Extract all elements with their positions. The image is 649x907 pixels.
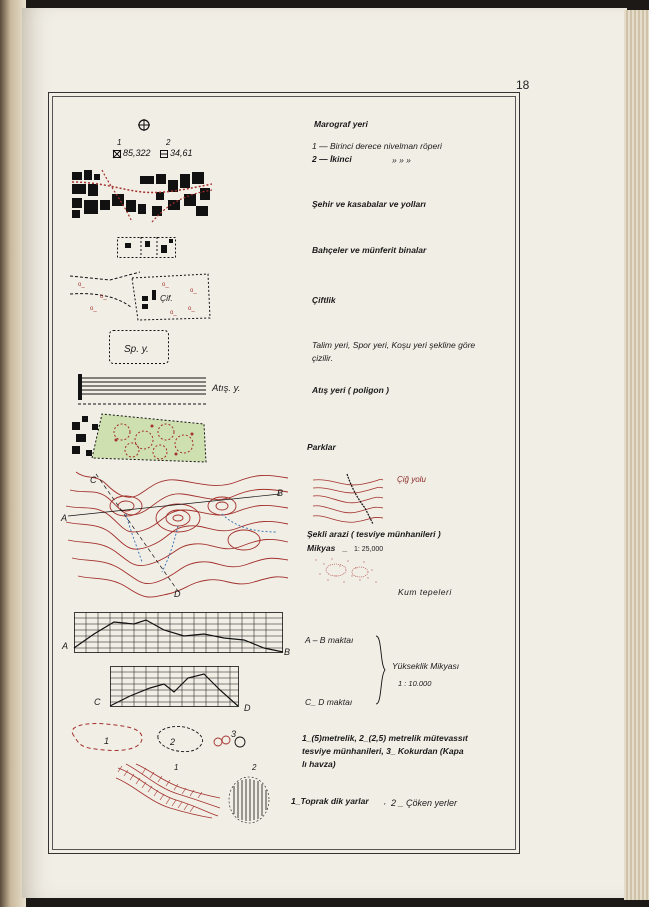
toprak-n2: 2: [252, 763, 257, 772]
nivelman-val-2: 34,61: [170, 148, 193, 158]
cig-yolu-map: [313, 474, 383, 524]
nivelman-val-1: 85,322: [123, 148, 151, 158]
parklar-label: Parklar: [307, 442, 336, 452]
sehir-label: Şehir ve kasabalar ve yolları: [312, 199, 426, 209]
contour-map: [66, 470, 290, 598]
nivelman-line-2a: 2 — İkinci: [312, 154, 352, 164]
contour-label-d: D: [174, 589, 181, 599]
bahce-map-symbol: [117, 235, 177, 259]
marograf-symbol: [137, 118, 151, 132]
mikyas-dash: _: [343, 543, 348, 553]
nivelman-line-1: 1 — Birinci derece nivelman röperi: [312, 141, 442, 151]
talim-label-2: çizilir.: [312, 353, 333, 363]
coken-yerler-map: [228, 776, 270, 824]
nivelman-benchmark-2-icon: [160, 150, 168, 158]
svg-text:o_: o_: [190, 288, 197, 294]
toprak-label-2: 2 _ Çöken yerler: [391, 798, 458, 808]
svg-text:o_: o_: [188, 306, 195, 312]
mikyas-label: Mikyas: [307, 543, 336, 553]
metrelik-line-1: 1_(5)metrelik, 2_(2,5) metrelik mütevassıt: [302, 733, 468, 743]
profile-brace: [376, 634, 386, 706]
mikyas-value: 1: 25,000: [354, 546, 384, 553]
atis-map-symbol: [78, 374, 206, 406]
cd-maktai-label: C_ D maktaı: [305, 697, 353, 707]
yukseklik-mikyasi-label: Yükseklik Mikyası: [392, 661, 460, 671]
sekli-arazi-label: Şekli arazi ( tesviye münhanileri ): [307, 529, 441, 539]
ciftlik-map-symbol: [70, 270, 212, 322]
svg-text:o_: o_: [100, 294, 107, 300]
metrelik-line-2: tesviye münhanileri, 3_ Kokurdan (Kapa: [302, 746, 464, 756]
svg-text:o_: o_: [162, 282, 169, 288]
contour-label-c: C: [90, 475, 97, 485]
toprak-n1: 1: [174, 763, 179, 772]
svg-text:o_: o_: [90, 306, 97, 312]
svg-text:o_: o_: [78, 282, 85, 288]
nivelman-num-2: 2: [166, 138, 171, 147]
atis-map-text: Atış. y.: [212, 383, 241, 394]
svg-text:o_: o_: [170, 310, 177, 316]
metrelik-n2: 2: [170, 737, 176, 747]
ciftlik-map-text: Çif.: [160, 293, 173, 303]
talim-box-text: Sp. y.: [124, 344, 149, 355]
parklar-map-symbol: [72, 410, 208, 466]
nivelman-num-1: 1: [117, 138, 122, 147]
page-stack-edges: [624, 10, 649, 900]
cig-yolu-label: Çiğ yolu: [397, 475, 426, 484]
talim-label-1: Talim yeri, Spor yeri, Koşu yeri şekline göre: [312, 340, 476, 350]
marograf-label: Marograf yeri: [314, 119, 368, 129]
profile-ab-chart: [74, 612, 284, 654]
kum-tepeleri-map: [312, 556, 380, 584]
metrelik-line-3: lı havza): [302, 759, 336, 769]
profile-cd-chart: [110, 666, 240, 708]
toprak-dik-yarlar-map: [116, 764, 220, 818]
ciftlik-label: Çiftlik: [312, 295, 336, 305]
kum-tepeleri-label: Kum tepeleri: [398, 587, 452, 597]
nivelman-line-2b: » » »: [392, 155, 411, 165]
profile-d: D: [244, 703, 251, 713]
page-number: 18: [516, 78, 530, 92]
metrelik-n3: 3: [231, 729, 237, 739]
metrelik-n1: 1: [104, 736, 110, 746]
sehir-map-symbol: [72, 170, 212, 222]
profile-b: B: [284, 647, 291, 657]
bahce-label: Bahçeler ve münferit binalar: [312, 245, 427, 255]
toprak-label-1: 1_Toprak dik yarlar: [291, 796, 369, 806]
nivelman-benchmark-1-icon: [113, 150, 121, 158]
profile-c: C: [94, 697, 101, 707]
atis-label: Atış yeri ( poligon ): [312, 385, 389, 395]
toprak-sep: ,: [384, 796, 387, 806]
yukseklik-scale: 1 : 10.000: [398, 679, 432, 688]
ab-maktai-label: A – B maktaı: [305, 635, 354, 645]
profile-a: A: [62, 641, 69, 651]
contour-label-a: A: [61, 513, 68, 523]
contour-label-b: B: [277, 488, 284, 498]
